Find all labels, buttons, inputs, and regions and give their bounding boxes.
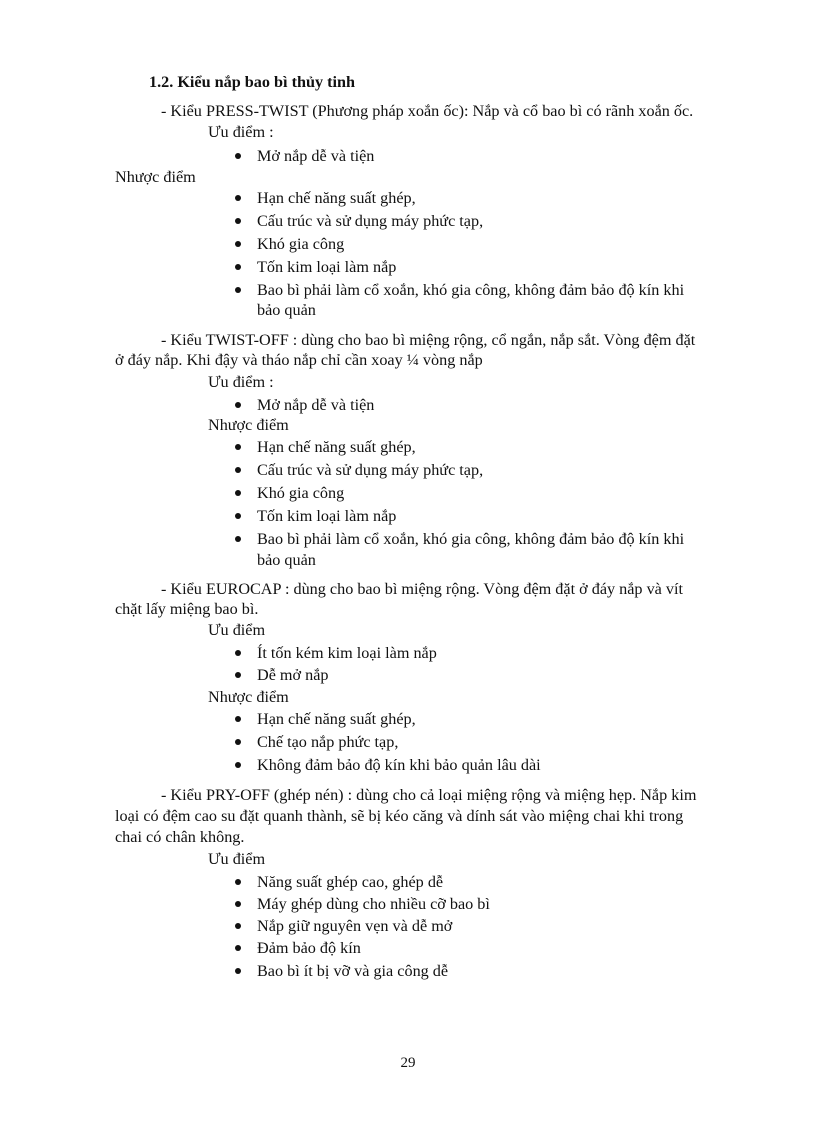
eurocap-intro-line-1: - Kiểu EUROCAP : dùng cho bao bì miệng rộng. Vòng đệm đặt ở đáy nắp và vít bbox=[161, 580, 683, 598]
bullet-icon bbox=[235, 287, 241, 293]
pry-off-intro-line-3: chai có chân không. bbox=[115, 828, 245, 846]
bullet-icon bbox=[235, 739, 241, 745]
page-number: 29 bbox=[400, 1055, 416, 1071]
bullet-icon bbox=[235, 467, 241, 473]
bullet-icon bbox=[235, 195, 241, 201]
bullet-icon bbox=[235, 264, 241, 270]
eurocap-adv-label: Ưu điểm bbox=[208, 621, 266, 639]
press-twist-intro: - Kiểu PRESS-TWIST (Phương pháp xoắn ốc): Nắp và cổ bao bì có rãnh xoắn ốc. bbox=[161, 102, 694, 120]
press-twist-dis-label: Nhược điểm bbox=[115, 168, 196, 186]
bullet-icon bbox=[235, 513, 241, 519]
bullet-icon bbox=[235, 672, 241, 678]
bullet-icon bbox=[235, 490, 241, 496]
list-item-continuation: bảo quản bbox=[257, 551, 316, 569]
bullet-icon bbox=[235, 241, 241, 247]
twist-off-adv-label: Ưu điểm : bbox=[208, 373, 274, 391]
bullet-icon bbox=[235, 402, 241, 408]
twist-off-intro-line-1: - Kiểu TWIST-OFF : dùng cho bao bì miệng rộng, cổ ngắn, nắp sắt. Vòng đệm đặt bbox=[161, 331, 696, 349]
bullet-icon bbox=[235, 650, 241, 656]
pry-off-adv-label: Ưu điểm bbox=[208, 850, 266, 868]
eurocap-dis-label: Nhược điểm bbox=[208, 688, 289, 706]
pry-off-intro-line-2: loại có đệm cao su đặt quanh thành, sẽ bị kéo căng và dính sát vào miệng chai khi trong bbox=[115, 807, 684, 825]
bullet-icon bbox=[235, 901, 241, 907]
bullet-icon bbox=[235, 968, 241, 974]
section-heading: 1.2. Kiểu nắp bao bì thủy tinh bbox=[149, 73, 356, 91]
bullet-icon bbox=[235, 716, 241, 722]
bullet-icon bbox=[235, 536, 241, 542]
bullet-icon bbox=[235, 153, 241, 159]
bullet-icon bbox=[235, 762, 241, 768]
bullet-icon bbox=[235, 444, 241, 450]
list-item-continuation: bảo quản bbox=[257, 301, 316, 319]
bullet-icon bbox=[235, 945, 241, 951]
eurocap-intro-line-2: chặt lấy miệng bao bì. bbox=[115, 600, 259, 618]
twist-off-intro-line-2: ở đáy nắp. Khi đậy và tháo nắp chỉ cần xoay ¼ vòng nắp bbox=[115, 351, 483, 369]
twist-off-dis-label: Nhược điểm bbox=[208, 416, 289, 434]
bullet-icon bbox=[235, 923, 241, 929]
document-page: 1.2. Kiểu nắp bao bì thủy tinh - Kiểu PRESS-TWIST (Phương pháp xoắn ốc): Nắp và cổ bao bì có rãnh xoắn ốc. Ưu điểm : Mở nắp dễ và tiện Nhược điểm Hạn chế năng suất ghép, Cấu trúc và sử dụng máy phức tạp, Khó gia công Tốn kim loại làm nắp Bao bì phải làm cổ xoắn, khó gia công, không đảm bảo độ kín khi bảo quản - Kiểu TWIST-OFF : dùng cho bao bì miệng rộng, cổ ngắn, nắp sắt. Vòng đệm đặt ở đáy nắp. Khi đậy và tháo nắp chỉ cần xoay ¼ vòng nắp Ưu điểm : Mở nắp dễ và tiện Nhược điểm Hạn chế năng suất ghép, Cấu trúc và sử dụng máy phức tạp, Khó gia công Tốn kim loại làm nắp Bao bì phải làm cổ xoắn, khó gia công, không đảm bảo độ kín khi bảo quản - Kiểu EUROCAP : dùng cho bao bì miệng rộng. Vòng đệm đặt ở đáy nắp và vít chặt lấy miệng bao bì. Ưu điểm Ít tốn kém kim loại làm nắp Dễ mở nắp Nhược điểm Hạn chế năng suất ghép, Chế tạo nắp phức tạp, Không đảm bảo độ kín khi bảo quản lâu dài - Kiểu PRY-OFF (ghép nén) : dùng cho cả loại miệng rộng và miệng hẹp. Nắp kim loại có đệm cao su đặt quanh thành, sẽ bị kéo căng và dính sát vào miệng chai khi trong chai có chân không. Ưu điểm Năng suất ghép cao, ghép dễ Máy ghép dùng cho nhiều cỡ bao bì Nắp giữ nguyên vẹn và dễ mở Đảm bảo độ kín Bao bì ít bị vỡ và gia công dễ 29 bbox=[0, 0, 816, 1123]
pry-off-intro-line-1: - Kiểu PRY-OFF (ghép nén) : dùng cho cả loại miệng rộng và miệng hẹp. Nắp kim bbox=[161, 786, 697, 804]
bullet-icon bbox=[235, 218, 241, 224]
bullet-icon bbox=[235, 879, 241, 885]
press-twist-adv-label: Ưu điểm : bbox=[208, 123, 274, 141]
